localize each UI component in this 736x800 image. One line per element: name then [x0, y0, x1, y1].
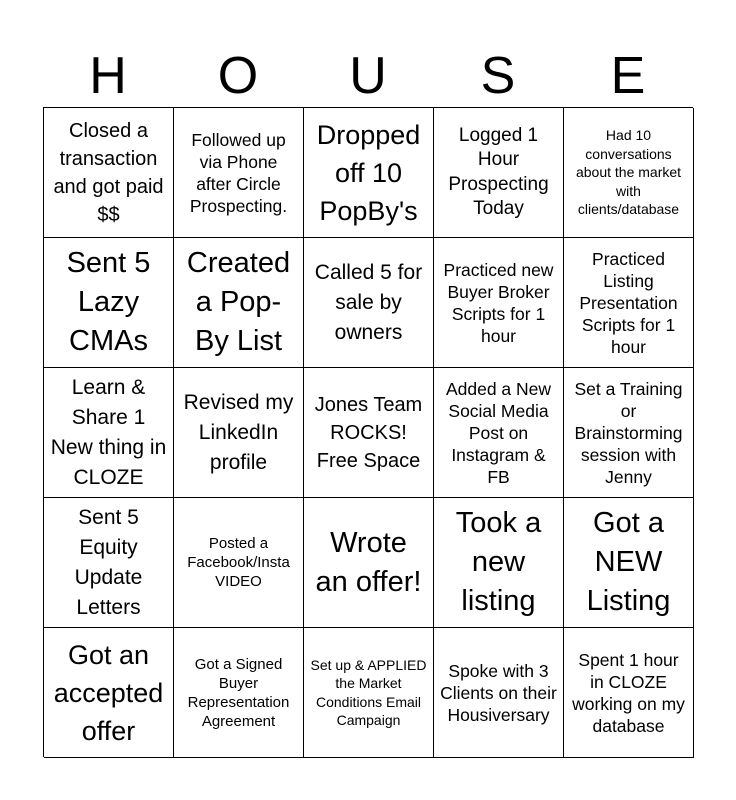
cell-text: Set a Training or Brainstorming session with Jenny — [574, 378, 683, 487]
cell-text: Got a Signed Buyer Representation Agreement — [187, 655, 290, 730]
bingo-cell — [44, 238, 174, 368]
bingo-grid — [43, 107, 693, 757]
bingo-cell — [434, 368, 564, 498]
cell-text: Practiced Listing Presentation Scripts for 1 hour — [579, 248, 678, 357]
cell-text: Learn & Share 1 New thing in CLOZE — [50, 375, 167, 489]
bingo-cell — [304, 368, 434, 498]
cell-text: Took a new listing — [455, 507, 542, 617]
header-letter-h: H — [89, 47, 127, 105]
bingo-cell — [44, 108, 174, 238]
bingo-cell — [434, 498, 564, 628]
cell-text: Added a New Social Media Post on Instagram & FB — [445, 378, 552, 487]
bingo-cell — [564, 108, 694, 238]
bingo-cell — [174, 238, 304, 368]
bingo-cell — [564, 628, 694, 758]
cell-text: Called 5 for sale by owners — [314, 260, 423, 344]
cell-text: Posted a Facebook/Insta VIDEO — [187, 535, 290, 590]
bingo-cell — [564, 498, 694, 628]
header-letter-u: U — [349, 47, 387, 105]
bingo-cell — [304, 498, 434, 628]
bingo-header — [43, 44, 693, 108]
bingo-cell — [434, 108, 564, 238]
cell-text: Jones Team ROCKS! Free Space — [314, 393, 423, 472]
cell-text: Spent 1 hour in CLOZE working on my database — [572, 649, 685, 736]
bingo-cell — [304, 628, 434, 758]
bingo-cell — [174, 108, 304, 238]
header-letter-e: E — [610, 47, 646, 105]
cell-text: Logged 1 Hour Prospecting Today — [448, 124, 549, 219]
cell-text: Sent 5 Equity Update Letters — [74, 505, 143, 619]
bingo-cell — [44, 368, 174, 498]
cell-text: Set up & APPLIED the Market Conditions Email Campaign — [310, 656, 427, 728]
bingo-cell — [564, 368, 694, 498]
cell-text: Had 10 conversations about the market with clients/database — [575, 127, 682, 218]
bingo-cell — [304, 108, 434, 238]
bingo-cell — [304, 238, 434, 368]
cell-text: Created a Pop-By List — [186, 247, 291, 357]
bingo-cell — [564, 238, 694, 368]
cell-text: Practiced new Buyer Broker Scripts for 1 hour — [443, 259, 554, 346]
header-letter-o: O — [217, 47, 259, 105]
cell-text: Wrote an offer! — [315, 526, 422, 598]
cell-text: Got an accepted offer — [53, 639, 164, 746]
cell-text: Sent 5 Lazy CMAs — [66, 247, 151, 357]
header-letter-s: S — [480, 47, 516, 105]
cell-text: Got a NEW Listing — [586, 507, 671, 617]
bingo-cell — [44, 628, 174, 758]
cell-text: Followed up via Phone after Circle Prospecting. — [189, 129, 288, 216]
cell-text: Dropped off 10 PopBy's — [316, 119, 421, 226]
cell-text: Closed a transaction and got paid $$ — [53, 119, 164, 226]
bingo-cell — [434, 628, 564, 758]
cell-text: Revised my LinkedIn profile — [183, 390, 294, 474]
cell-text: Spoke with 3 Clients on their Housiversary — [440, 660, 557, 725]
bingo-cell — [44, 498, 174, 628]
bingo-cell — [434, 238, 564, 368]
bingo-cell — [174, 628, 304, 758]
bingo-cell — [174, 368, 304, 498]
bingo-cell — [174, 498, 304, 628]
